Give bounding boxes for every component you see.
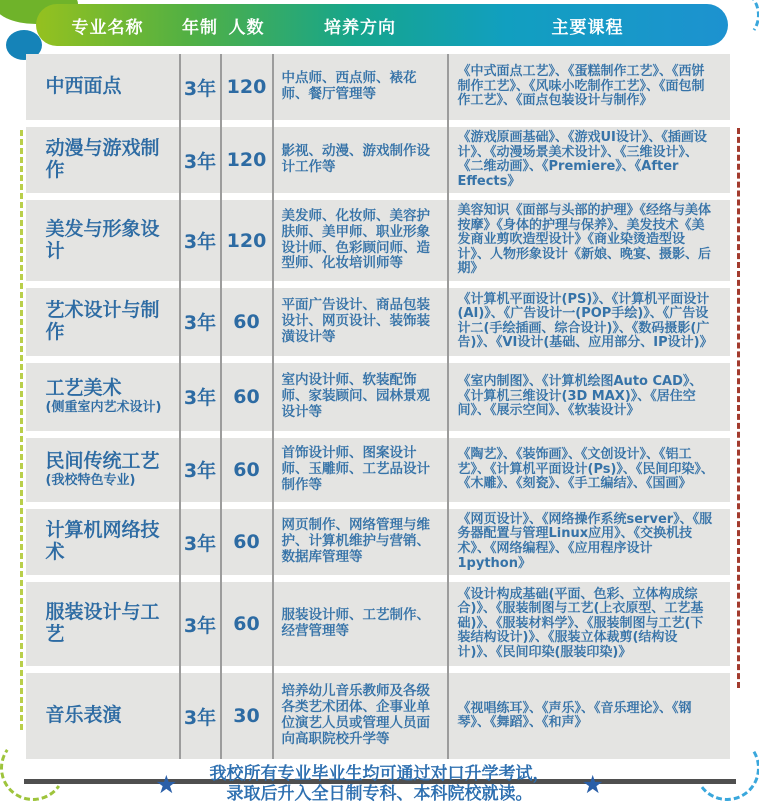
column-divider (447, 54, 449, 759)
direction-text: 平面广告设计、商品包装设计、网页设计、装饰装潢设计等 (281, 297, 430, 345)
direction-cell (273, 438, 448, 502)
major-name-cell (26, 127, 180, 193)
courses-cell (448, 673, 730, 759)
direction-text: 首饰设计师、图案设计师、玉雕师、工艺品设计制作等 (281, 445, 430, 493)
direction-cell (273, 582, 448, 666)
right-dashed-line (737, 128, 740, 688)
table-row (26, 127, 730, 193)
count-cell (221, 363, 273, 431)
major-name-cell (26, 438, 180, 502)
major-name: 计算机网络技术 (45, 519, 160, 564)
table-header (18, 0, 742, 46)
count-value: 60 (233, 458, 260, 481)
table-row (26, 54, 730, 120)
courses-text: 《陶艺》、《装饰画》、《文创设计》、《铝工艺》、《计算机平面设计(Ps)》、《民间印染》、《木雕》、《刻瓷》、《手工编结》、《国画》 (457, 447, 714, 492)
years-value: 3年 (183, 150, 217, 173)
footer-text (210, 764, 550, 804)
courses-text: 《视唱练耳》、《声乐》、《音乐理论》、《钢琴》、《舞蹈》、《和声》 (457, 700, 692, 731)
major-name-cell (26, 509, 180, 575)
years-cell (180, 127, 221, 193)
direction-cell (273, 54, 448, 120)
table-row (26, 200, 730, 281)
footer-line-1: 我校所有专业毕业生均可通过对口升学考试， (209, 764, 550, 785)
direction-text: 中点师、西点师、裱花师、餐厅管理等 (281, 70, 417, 102)
direction-cell (273, 200, 448, 281)
star-icon: ★ (581, 769, 604, 799)
table-row (26, 509, 730, 575)
years-cell (180, 582, 221, 666)
courses-text: 《网页设计》、《网络操作系统server》、《服务器配置与管理Linux应用》、《交换机技术》、《网络编程》、《应用程序设计1python》 (457, 511, 713, 571)
years-cell (180, 438, 221, 502)
courses-cell (448, 200, 730, 281)
years-value: 3年 (183, 312, 217, 335)
column-divider (220, 54, 222, 759)
years-cell (180, 673, 221, 759)
years-cell (180, 200, 221, 281)
footer-note (18, 764, 742, 804)
courses-text: 《计算机平面设计(PS)》、《计算机平面设计(AI)》、《广告设计一(POP手绘)》、《广告设计二(手绘插画、综合设计)》、《数码摄影(广告)》、《VI设计(基础、应用部分、IP设计)》 (457, 291, 713, 351)
direction-cell (273, 509, 448, 575)
table-row (26, 288, 730, 356)
courses-text: 《中式面点工艺》、《蛋糕制作工艺》、《西饼制作工艺》、《风味小吃制作工艺》、《面包制作工艺》、《面点包装设计与制作》 (457, 64, 705, 109)
column-divider (272, 54, 274, 759)
major-name-cell (26, 54, 180, 120)
major-name: 音乐表演 (45, 704, 122, 727)
program-table-page (18, 0, 742, 805)
program-table (26, 54, 730, 759)
courses-cell (448, 127, 730, 193)
count-cell (221, 127, 273, 193)
table-row (26, 582, 730, 666)
years-cell (180, 288, 221, 356)
years-value: 3年 (183, 460, 217, 483)
count-cell (221, 200, 273, 281)
major-name: 艺术设计与制作 (45, 299, 160, 343)
direction-text: 培养幼儿音乐教师及各级各类艺术团体、企事业单位演艺人员或管理人员面向高职院校升学等 (281, 683, 430, 748)
major-name: 服装设计与工艺 (45, 601, 160, 646)
years-value: 3年 (183, 706, 217, 729)
count-cell (221, 582, 273, 666)
years-value: 3年 (183, 532, 217, 555)
count-cell (221, 288, 273, 356)
major-name-cell (26, 200, 180, 281)
table-header-pill (36, 4, 728, 46)
courses-cell (448, 438, 730, 502)
count-value: 60 (233, 613, 260, 636)
courses-cell (448, 509, 730, 575)
col-header-major: 专业名称 (71, 17, 144, 38)
table-row (26, 363, 730, 431)
col-header-years: 年制 (182, 17, 218, 38)
courses-text: 《设计构成基础(平面、色彩、立体构成综合)》、《服装制图与工艺(上衣原型、工艺基础)》、《服装材料学》、《服装制图与工艺(下装结构设计)》、《服装立体裁剪(结构设计)》、《民间印染(服装印染)》 (457, 586, 704, 660)
major-name-cell (26, 673, 180, 759)
years-cell (180, 509, 221, 575)
count-value: 120 (226, 229, 267, 252)
years-cell (180, 363, 221, 431)
years-value: 3年 (183, 387, 217, 410)
direction-cell (273, 363, 448, 431)
direction-cell (273, 673, 448, 759)
major-subtitle: (侧重室内艺术设计) (45, 400, 162, 416)
direction-text: 美发师、化妆师、美容护肤师、美甲师、职业形象设计师、色彩顾问师、造型师、化妆培训师等 (281, 207, 430, 272)
count-cell (221, 54, 273, 120)
count-value: 30 (233, 705, 260, 728)
direction-text: 服装设计师、工艺制作、经营管理等 (281, 607, 430, 640)
courses-cell (448, 363, 730, 431)
major-subtitle: (我校特色专业) (45, 473, 136, 489)
years-value: 3年 (183, 614, 217, 637)
direction-text: 影视、动漫、游戏制作设计工作等 (281, 143, 430, 176)
direction-text: 网页制作、网络管理与维护、计算机维护与营销、数据库管理等 (281, 517, 430, 565)
col-header-courses: 主要课程 (551, 17, 624, 38)
major-name: 中西面点 (45, 75, 122, 98)
count-cell (221, 673, 273, 759)
count-cell (221, 509, 273, 575)
table-row (26, 438, 730, 502)
courses-text: 《室内制图》、《计算机绘图Auto CAD》、《计算机三维设计(3D MAX)》、《居住空间》、《展示空间》、《软装设计》 (457, 374, 703, 419)
courses-cell (448, 288, 730, 356)
count-value: 60 (233, 531, 260, 554)
direction-cell (273, 127, 448, 193)
count-value: 60 (233, 385, 260, 408)
count-value: 120 (226, 76, 267, 98)
courses-cell (448, 54, 730, 120)
courses-text: 美容知识《面部与头部的护理》《经络与美体按摩》《身体的护理与保养》、美发技术《美发商业剪吹造型设计》《商业染烫造型设计》、人物形象设计《新娘、晚宴、摄影、后期》 (457, 203, 712, 277)
table-row (26, 673, 730, 759)
major-name: 民间传统工艺 (45, 450, 160, 473)
courses-cell (448, 582, 730, 666)
count-value: 60 (233, 310, 260, 333)
years-value: 3年 (183, 77, 217, 100)
count-cell (221, 438, 273, 502)
major-name-cell (26, 582, 180, 666)
major-name: 美发与形象设计 (45, 217, 160, 262)
major-name-cell (26, 363, 180, 431)
star-icon: ★ (155, 769, 178, 799)
major-name: 动漫与游戏制作 (45, 137, 160, 182)
major-name: 工艺美术 (45, 377, 122, 400)
col-header-direction: 培养方向 (324, 17, 396, 38)
left-dashed-line (20, 130, 23, 730)
count-value: 120 (226, 149, 267, 172)
years-value: 3年 (183, 231, 217, 254)
direction-cell (273, 288, 448, 356)
col-header-count: 人数 (228, 17, 265, 38)
major-name-cell (26, 288, 180, 356)
direction-text: 室内设计师、软装配饰师、家装顾问、园林景观设计等 (281, 372, 430, 420)
table-rows (26, 54, 730, 759)
footer-line-2: 录取后升入全日制专科、本科院校就读。 (226, 784, 533, 805)
courses-text: 《游戏原画基础》、《游戏UI设计》、《插画设计》、《动漫场景美术设计》、《三维设计》、《二维动画》、《Premiere》、《After Effects》 (457, 130, 707, 189)
column-divider (179, 54, 181, 759)
years-cell (180, 54, 221, 120)
